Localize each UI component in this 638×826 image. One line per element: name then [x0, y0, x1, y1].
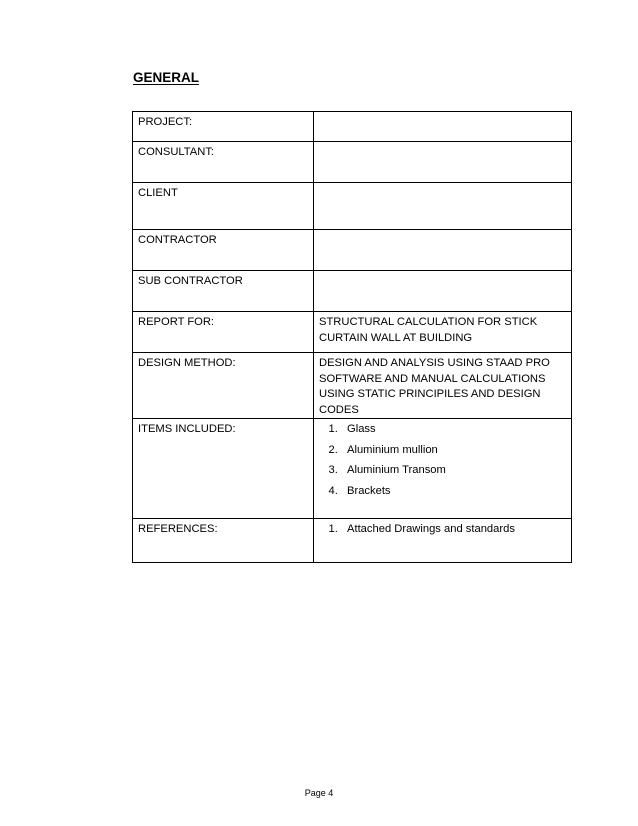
- list-item: 3. Aluminium Transom: [341, 463, 566, 479]
- row-value: [314, 519, 572, 563]
- general-info-table: [132, 111, 572, 563]
- row-label: CLIENT: [133, 183, 314, 230]
- table-row: [133, 271, 572, 312]
- row-value: [314, 230, 572, 271]
- table-row: [133, 519, 572, 563]
- row-label: REPORT FOR:: [133, 312, 314, 353]
- row-label: PROJECT:: [133, 112, 314, 142]
- list-item: 2. Aluminium mullion: [341, 443, 566, 459]
- row-label: CONSULTANT:: [133, 142, 314, 183]
- row-label: ITEMS INCLUDED:: [133, 419, 314, 519]
- row-label: SUB CONTRACTOR: [133, 271, 314, 312]
- section-heading: GENERAL: [133, 70, 200, 85]
- table-row: [133, 312, 572, 353]
- row-value: [314, 419, 572, 519]
- row-label: DESIGN METHOD:: [133, 353, 314, 419]
- page-number: Page 4: [304, 788, 334, 798]
- row-label: REFERENCES:: [133, 519, 314, 563]
- list-item: 1. Glass: [341, 422, 566, 438]
- row-label: CONTRACTOR: [133, 230, 314, 271]
- list-item: 1. Attached Drawings and standards: [341, 522, 566, 538]
- list-item: 4. Brackets: [341, 484, 566, 500]
- table-row: [133, 230, 572, 271]
- row-value: [314, 142, 572, 183]
- items-included-list: [319, 422, 566, 499]
- row-value: [314, 271, 572, 312]
- row-value: STRUCTURAL CALCULATION FOR STICK CURTAIN WALL AT BUILDING: [314, 312, 572, 353]
- row-value: DESIGN AND ANALYSIS USING STAAD PRO SOFTWARE AND MANUAL CALCULATIONS USING STATIC PRINCIPILES AND DESIGN CODES: [314, 353, 572, 419]
- references-list: [319, 522, 566, 538]
- table-row: [133, 142, 572, 183]
- row-value: [314, 112, 572, 142]
- row-value: [314, 183, 572, 230]
- table-row: [133, 183, 572, 230]
- table-row: [133, 353, 572, 419]
- table-row: [133, 112, 572, 142]
- table-row: [133, 419, 572, 519]
